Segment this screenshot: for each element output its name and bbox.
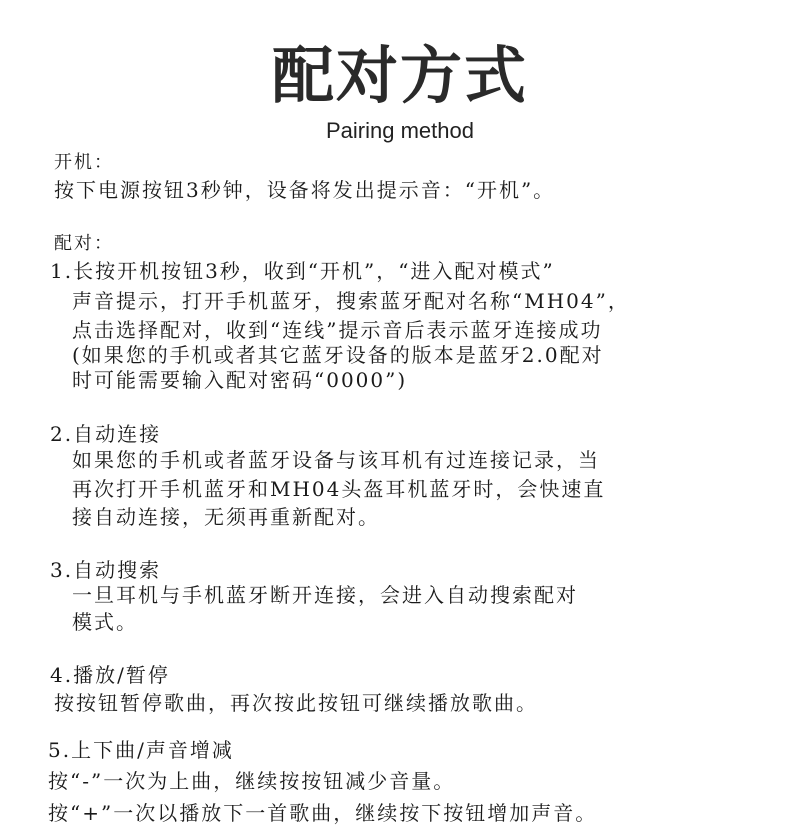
track-volume-line: 按“+”一次以播放下一首歌曲，继续按下按钮增加声音。 [48, 801, 598, 825]
auto-connect-line: 接自动连接，无须再重新配对。 [72, 505, 380, 529]
play-pause-heading: 4.播放/暂停 [50, 663, 170, 687]
auto-search-heading: 3.自动搜索 [50, 558, 162, 582]
play-pause-text: 按按钮暂停歌曲，再次按此按钮可继续播放歌曲。 [54, 691, 538, 715]
auto-connect-line: 如果您的手机或者蓝牙设备与该耳机有过连接记录，当 [72, 448, 600, 472]
pairing-line: 声音提示，打开手机蓝牙，搜索蓝牙配对名称“MH04”， [72, 289, 630, 313]
page-subtitle: Pairing method [326, 118, 474, 143]
page-title: 配对方式 [271, 39, 528, 112]
pairing-line: 1.长按开机按钮3秒，收到“开机”，“进入配对模式” [50, 259, 555, 283]
pairing-heading: 配对： [54, 233, 114, 254]
auto-connect-line: 再次打开手机蓝牙和MH04头盔耳机蓝牙时，会快速直 [72, 477, 606, 501]
track-volume-heading: 5.上下曲/声音增减 [48, 738, 234, 762]
power-on-text: 按下电源按钮3秒钟，设备将发出提示音：“开机”。 [54, 178, 556, 202]
pairing-line: 时可能需要输入配对密码“0000”) [72, 368, 408, 392]
track-volume-line: 按“-”一次为上曲，继续按按钮减少音量。 [48, 769, 456, 793]
power-on-heading: 开机： [54, 152, 114, 173]
pairing-line: (如果您的手机或者其它蓝牙设备的版本是蓝牙2.0配对 [72, 343, 604, 367]
auto-search-line: 模式。 [72, 610, 138, 634]
auto-connect-heading: 2.自动连接 [50, 422, 162, 446]
auto-search-line: 一旦耳机与手机蓝牙断开连接，会进入自动搜索配对 [72, 583, 578, 607]
pairing-line: 点击选择配对，收到“连线”提示音后表示蓝牙连接成功 [72, 318, 603, 342]
